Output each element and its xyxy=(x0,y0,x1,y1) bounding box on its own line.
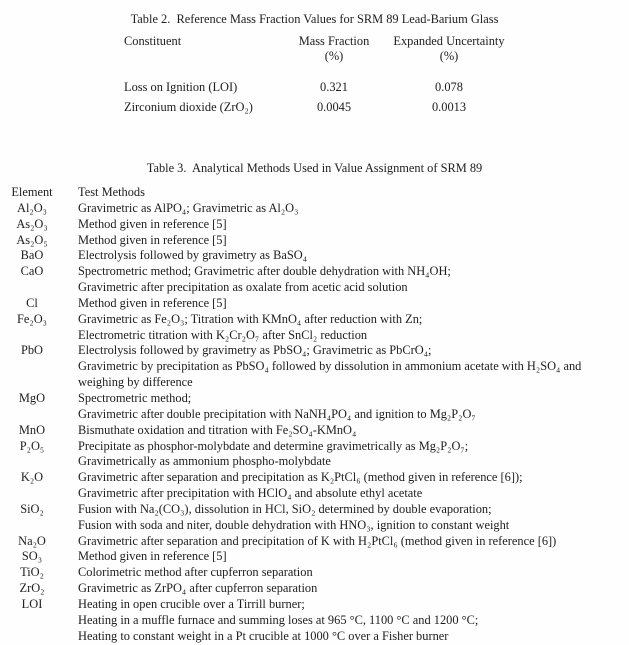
test-methods-cell xyxy=(78,439,629,471)
method-line: Gravimetric after precipitation with HClO₄ and absolute ethyl acetate xyxy=(78,486,423,501)
test-methods-cell xyxy=(78,470,629,502)
table3-header-element: Element xyxy=(11,185,53,199)
method-line: weighing by difference xyxy=(78,375,193,390)
table3-row xyxy=(4,264,629,296)
test-methods-cell xyxy=(78,597,629,645)
method-line: Gravimetric as ZrPO₄ after cupferron separation xyxy=(78,581,318,596)
element-symbol: SO₃ xyxy=(21,549,43,564)
element-symbol: MgO xyxy=(18,390,46,405)
element-symbol: Al₂O₃ xyxy=(17,200,47,215)
method-line: Heating in a muffle furnace and summing loses at 965 °C, 1100 °C and 1200 °C; xyxy=(78,612,479,627)
test-methods-cell xyxy=(78,534,629,550)
method-line: Heating to constant weight in a Pt crucible at 1000 °C over a Fisher burner xyxy=(78,628,449,643)
table2-body xyxy=(124,78,519,118)
method-line: Electrolysis followed by gravimetry as PbSO₄; Gravimetric as PbCrO₄; xyxy=(78,343,432,358)
table3-row xyxy=(4,549,629,565)
test-methods-cell xyxy=(78,502,629,534)
element-symbol: ZrO₂ xyxy=(19,581,45,596)
method-line: Precipitate as phosphor-molybdate and determine gravimetrically as Mg₂P₂O₇; xyxy=(78,438,469,453)
test-methods-cell xyxy=(78,549,629,565)
table2-cell: Loss on Ignition (LOI) xyxy=(124,80,238,94)
table2-header-mass-fraction xyxy=(289,34,379,63)
table2-cell: Zirconium dioxide (ZrO₂) xyxy=(124,99,253,114)
element-symbol: BaO xyxy=(20,248,44,263)
table2-header-unit: (%) xyxy=(439,48,459,63)
table3-body xyxy=(4,201,629,645)
method-line: Electrometric titration with K₂Cr₂O₇ after SnCl₂ reduction xyxy=(78,327,368,342)
table3-row xyxy=(4,217,629,233)
test-methods-cell xyxy=(78,201,629,217)
table3-row xyxy=(4,470,629,502)
test-methods-cell xyxy=(78,233,629,249)
table2-row xyxy=(124,78,519,98)
element-symbol: As₂O₅ xyxy=(16,232,48,247)
table3-row xyxy=(4,439,629,471)
element-symbol: MnO xyxy=(18,422,46,437)
table2-row xyxy=(124,98,519,118)
table3-row xyxy=(4,597,629,645)
test-methods-cell xyxy=(78,423,629,439)
table2-cell: 0.0045 xyxy=(316,99,352,114)
method-line: Fusion with Na₂(CO₃), dissolution in HCl, SiO₂ determined by double evaporation; xyxy=(78,501,492,516)
table3-row xyxy=(4,343,629,391)
test-methods-cell xyxy=(78,391,629,423)
table3-row xyxy=(4,312,629,344)
table2-cell: 0.321 xyxy=(320,80,348,94)
test-methods-cell xyxy=(78,217,629,233)
method-line: Bismuthate oxidation and titration with Fe₂SO₄-KMnO₄ xyxy=(78,422,357,437)
test-methods-cell xyxy=(78,248,629,264)
table2-header-constituent xyxy=(124,34,289,63)
method-line: Electrolysis followed by gravimetry as BaSO₄ xyxy=(78,248,308,263)
method-line: Heating in open crucible over a Tirrill burner; xyxy=(78,596,305,611)
table3-header-test-methods: Test Methods xyxy=(78,185,145,199)
test-methods-cell xyxy=(78,312,629,344)
element-symbol: SiO₂ xyxy=(20,501,44,516)
table3-row xyxy=(4,581,629,597)
table3-header-row xyxy=(4,185,629,201)
table3-row xyxy=(4,201,629,217)
element-symbol: TiO₂ xyxy=(20,565,44,580)
method-line: Gravimetric after separation and precipitation as K₂PtCl₆ (method given in reference [6]); xyxy=(78,470,523,485)
table2-header-label: Expanded Uncertainty xyxy=(393,34,505,48)
table2-cell: 0.0013 xyxy=(431,99,467,114)
table2-header-label: Constituent xyxy=(124,34,182,48)
table3-row xyxy=(4,248,629,264)
method-line: Gravimetrically as ammonium phospho-molybdate xyxy=(78,454,331,469)
table2-cell: 0.078 xyxy=(435,80,463,94)
method-line: Gravimetric after separation and precipitation of K with H₂PtCl₆ (method given in reference [6]) xyxy=(78,533,557,548)
table3-row xyxy=(4,502,629,534)
element-symbol: Fe₂O₃ xyxy=(17,311,47,326)
element-symbol: P₂O₅ xyxy=(19,438,45,453)
table3 xyxy=(4,185,629,644)
method-line: Gravimetric as Fe₂O₃; Titration with KMnO₄ after reduction with Zn; xyxy=(78,311,423,326)
method-line: Gravimetric by precipitation as PbSO₄ followed by dissolution in ammonium acetate with H₂SO₄ and xyxy=(78,359,582,374)
element-symbol: Cl xyxy=(26,295,38,310)
method-line: Gravimetric as AlPO₄; Gravimetric as Al₂O₃ xyxy=(78,200,299,215)
method-line: Spectrometric method; xyxy=(78,390,192,405)
table2 xyxy=(124,34,519,118)
test-methods-cell xyxy=(78,343,629,391)
element-symbol: K₂O xyxy=(20,470,44,485)
table2-caption: Table 2. Reference Mass Fraction Values for SRM 89 Lead-Barium Glass xyxy=(130,12,499,26)
method-line: Method given in reference [5] xyxy=(78,232,227,247)
test-methods-cell xyxy=(78,581,629,597)
element-symbol: CaO xyxy=(20,264,44,279)
method-line: Method given in reference [5] xyxy=(78,295,227,310)
element-symbol: PbO xyxy=(20,343,44,358)
element-symbol: As₂O₃ xyxy=(16,216,48,231)
table3-row xyxy=(4,233,629,249)
table3-row xyxy=(4,565,629,581)
table2-header-expanded-uncertainty xyxy=(379,34,519,63)
table3-row xyxy=(4,391,629,423)
method-line: Method given in reference [5] xyxy=(78,549,227,564)
test-methods-cell xyxy=(78,264,629,296)
table3-row xyxy=(4,423,629,439)
table2-header-label: Mass Fraction xyxy=(298,34,370,48)
table2-header-row xyxy=(124,34,519,63)
method-line: Colorimetric method after cupferron separation xyxy=(78,565,313,580)
method-line: Spectrometric method; Gravimetric after double dehydration with NH₄OH; xyxy=(78,264,451,279)
test-methods-cell xyxy=(78,565,629,581)
element-symbol: LOI xyxy=(21,596,43,611)
test-methods-cell xyxy=(78,296,629,312)
method-line: Gravimetric after precipitation as oxalate from acetic acid solution xyxy=(78,280,408,295)
method-line: Method given in reference [5] xyxy=(78,216,227,231)
table3-caption: Table 3. Analytical Methods Used in Value Assignment of SRM 89 xyxy=(146,161,483,175)
table3-row xyxy=(4,296,629,312)
method-line: Gravimetric after double precipitation with NaNH₄PO₄ and ignition to Mg₂P₂O₇ xyxy=(78,406,476,421)
table2-header-unit: (%) xyxy=(324,48,344,63)
element-symbol: Na₂O xyxy=(18,533,46,548)
table3-row xyxy=(4,534,629,550)
method-line: Fusion with soda and niter, double dehydration with HNO₃, ignition to constant weight xyxy=(78,517,510,532)
